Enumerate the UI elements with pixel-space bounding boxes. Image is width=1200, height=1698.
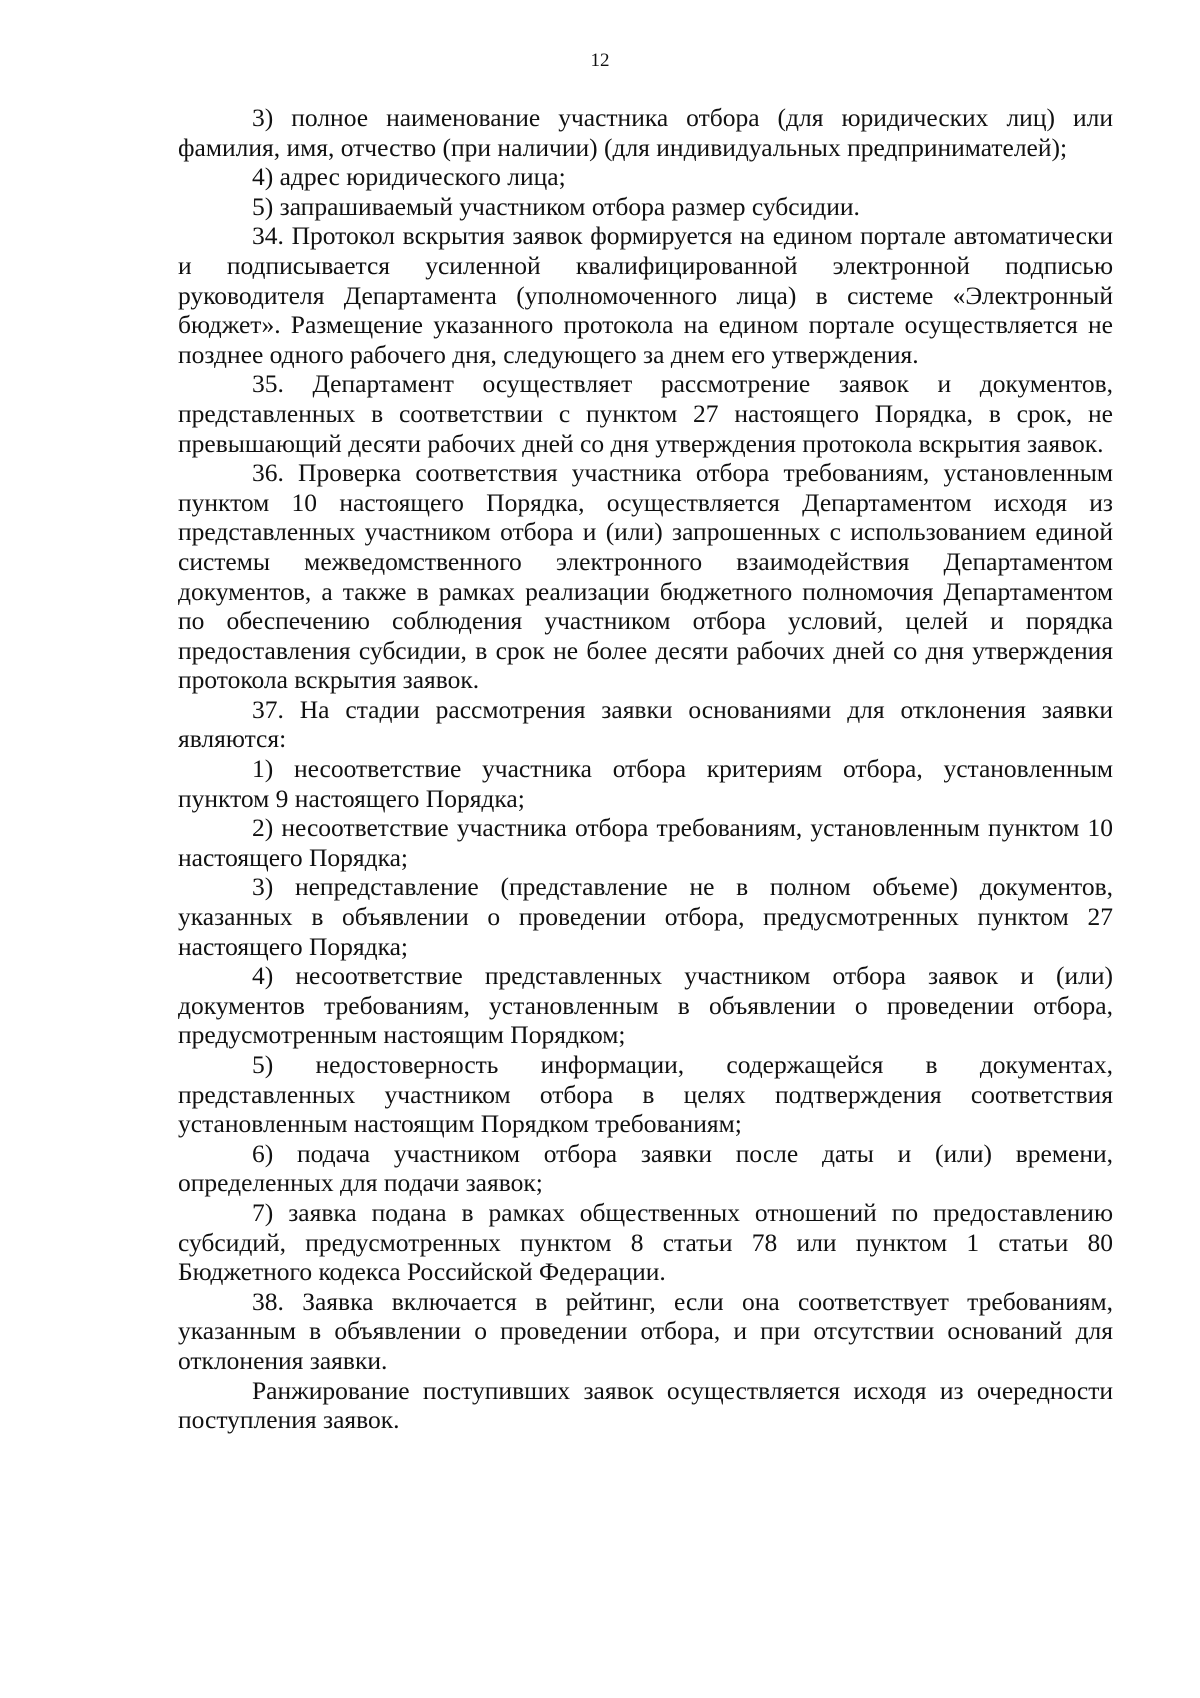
page-number: 12: [590, 50, 610, 71]
paragraph-clause-38: 38. Заявка включается в рейтинг, если она соответствует требованиям, указанным в объявлении о проведении отбора, и при отсутствии оснований для отклонения заявки.: [178, 1286, 1113, 1375]
paragraph-item-3-full-name: 3) полное наименование участника отбора (для юридических лиц) или фамилия, имя, отчество (при наличии) (для индивидуальных предпринимателей);: [178, 103, 1113, 162]
paragraph-ranking: Ранжирование поступивших заявок осуществляется исходя из очередности поступления заявок.: [178, 1375, 1113, 1435]
paragraph-rejection-ground-2: 2) несоответствие участника отбора требованиям, установленным пунктом 10 настоящего Порядка;: [178, 813, 1113, 872]
paragraph-rejection-ground-4: 4) несоответствие представленных участником отбора заявок и (или) документов требованиям, установленным в объявлении о проведении отбора, предусмотренным настоящим Порядком;: [178, 961, 1113, 1050]
paragraph-clause-34: 34. Протокол вскрытия заявок формируется на едином портале автоматически и подписывается усиленной квалифицированной электронной подписью руководителя Департамента (уполномоченного лица) в системе «Электронный бюджет». Размещение указанного протокола на едином портале осуществляется не позднее одного рабочего дня, следующего за днем его утверждения.: [178, 221, 1113, 369]
paragraph-clause-36: 36. Проверка соответствия участника отбора требованиям, установленным пунктом 10 настоящего Порядка, осуществляется Департаментом исходя из представленных участником отбора и (или) запрошенных с использованием единой системы межведомственного электронного взаимодействия Департаментом документов, а также в рамках реализации бюджетного полномочия Департаментом по обеспечению соблюдения участником отбора условий, целей и порядка предоставления субсидии, в срок не более десяти рабочих дней со дня утверждения протокола вскрытия заявок.: [178, 458, 1113, 695]
paragraph-rejection-ground-1: 1) несоответствие участника отбора критериям отбора, установленным пунктом 9 настоящего Порядка;: [178, 754, 1113, 813]
paragraph-rejection-ground-5: 5) недостоверность информации, содержащейся в документах, представленных участником отбора в целях подтверждения соответствия установленным настоящим Порядком требованиям;: [178, 1050, 1113, 1139]
paragraph-item-4-address: 4) адрес юридического лица;: [252, 162, 566, 192]
paragraph-rejection-ground-3: 3) непредставление (представление не в полном объеме) документов, указанных в объявлении о проведении отбора, предусмотренных пунктом 27 настоящего Порядка;: [178, 872, 1113, 961]
document-body: [178, 103, 1113, 1435]
paragraph-rejection-ground-7: 7) заявка подана в рамках общественных отношений по предоставлению субсидий, предусмотренных пунктом 8 статьи 78 или пунктом 1 статьи 80 Бюджетного кодекса Российской Федерации.: [178, 1197, 1113, 1287]
paragraph-clause-35: 35. Департамент осуществляет рассмотрение заявок и документов, представленных в соответствии с пунктом 27 настоящего Порядка, в срок, не превышающий десяти рабочих дней со дня утверждения протокола вскрытия заявок.: [178, 369, 1113, 458]
paragraph-clause-37: 37. На стадии рассмотрения заявки основаниями для отклонения заявки являются:: [178, 694, 1113, 754]
paragraph-item-5-subsidy-amount: 5) запрашиваемый участником отбора размер субсидии.: [252, 191, 860, 221]
paragraph-rejection-ground-6: 6) подача участником отбора заявки после даты и (или) времени, определенных для подачи заявок;: [178, 1138, 1113, 1198]
